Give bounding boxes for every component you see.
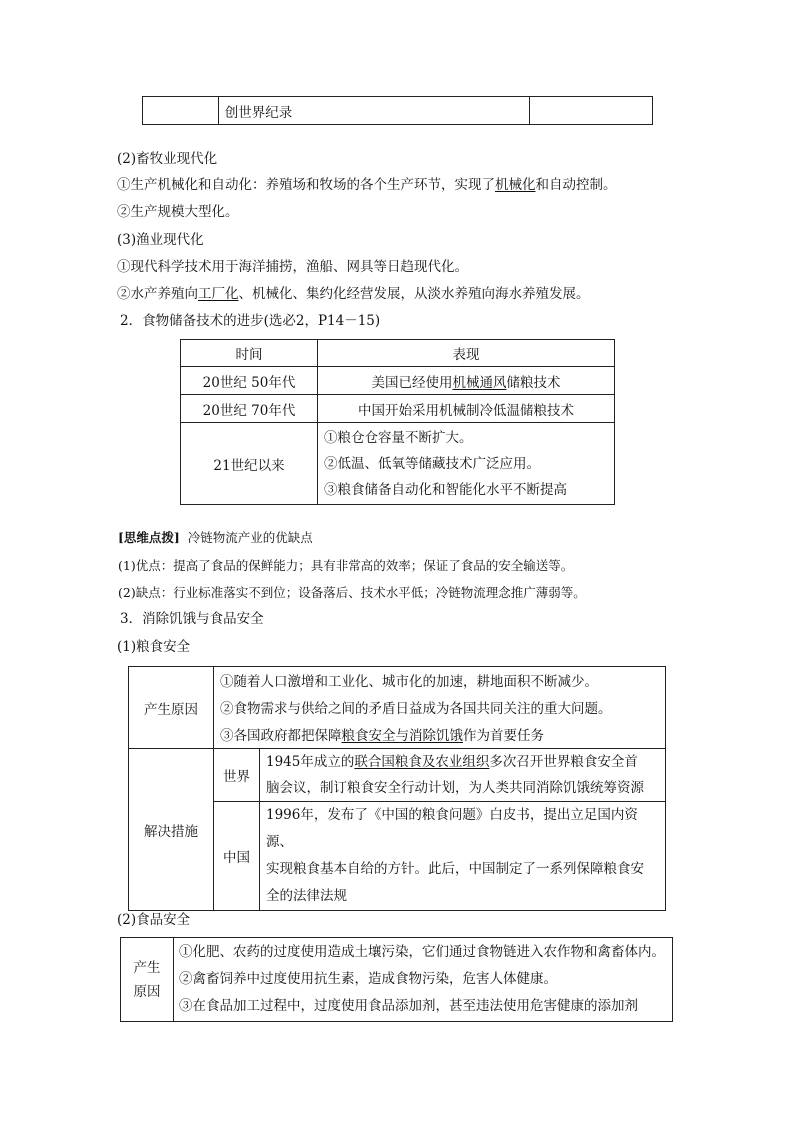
grain-world-post: 多次召开世界粮食安全首 bbox=[489, 754, 638, 770]
storage-r3-time: 21世纪以来 bbox=[181, 423, 318, 505]
food-cause-label-2: 原因 bbox=[133, 983, 161, 1000]
grain-china-line-3: 全的法律法规 bbox=[266, 888, 347, 904]
grain-heading: (1)粮食安全 bbox=[117, 639, 191, 655]
grain-cause-3-post: 作为首要任务 bbox=[463, 728, 544, 745]
food-heading: (2)食品安全 bbox=[117, 912, 191, 928]
animal-heading: (2)畜牧业现代化 bbox=[117, 151, 218, 167]
fishery-item-2 bbox=[117, 284, 590, 304]
thinking-title: 冷链物流产业的优缺点 bbox=[187, 530, 313, 545]
thinking-cons: (2)缺点：行业标准落实不到位；设备落后、技术水平低；冷链物流理念推广薄弱等。 bbox=[118, 585, 586, 600]
storage-r2-show: 中国开始采用机械制冷低温储粮技术 bbox=[318, 395, 615, 423]
grain-world-line-1 bbox=[266, 749, 659, 775]
storage-col-time: 时间 bbox=[181, 340, 318, 367]
food-cause-3: ③在食品加工过程中，过度使用食品添加剂，甚至违法使用危害健康的添加剂 bbox=[179, 998, 638, 1014]
grain-china-label: 中国 bbox=[214, 802, 260, 911]
storage-table bbox=[180, 339, 615, 505]
storage-r2-time: 20世纪 70年代 bbox=[181, 395, 318, 423]
grain-world-label: 世界 bbox=[214, 749, 260, 802]
food-cause-2: ②禽畜饲养中过度使用抗生素，造成食物污染，危害人体健康。 bbox=[179, 971, 557, 987]
animal-item-1 bbox=[117, 175, 617, 195]
grain-cause-3 bbox=[214, 721, 666, 749]
grain-china-text bbox=[260, 802, 666, 911]
fishery-item-2-pre: ②水产养殖向 bbox=[117, 286, 198, 302]
fishery-item-1: ①现代科学技术用于海洋捕捞，渔船、网具等日趋现代化。 bbox=[117, 259, 468, 275]
grain-cause-1: ①随着人口激增和工业化、城市化的加速，耕地面积不断减少。 bbox=[214, 667, 666, 694]
top-table bbox=[142, 96, 653, 125]
storage-r3-c: ③粮食储备自动化和智能化水平不断提高 bbox=[324, 481, 567, 498]
storage-r1-show bbox=[318, 367, 615, 395]
food-table bbox=[120, 937, 673, 1022]
animal-item-1-key: 机械化 bbox=[495, 177, 536, 193]
storage-r3-a: ①粮仓仓容量不断扩大。 bbox=[324, 429, 473, 446]
storage-r1-post: 储粮技术 bbox=[506, 374, 561, 391]
fishery-item-2-post: 、机械化、集约化经营发展，从淡水养殖向海水养殖发展。 bbox=[238, 286, 590, 302]
food-cause-label-1: 产生 bbox=[133, 959, 161, 976]
storage-r1-key: 机械通风 bbox=[452, 374, 507, 391]
grain-world-line-2: 脑会议，制订粮食安全行动计划，为人类共同消除饥饿统筹资源 bbox=[266, 780, 644, 796]
grain-world-key: 联合国粮食及农业组织 bbox=[354, 754, 490, 770]
grain-world-pre: 1945年成立的 bbox=[266, 754, 355, 770]
storage-r1-time: 20世纪 50年代 bbox=[181, 367, 318, 395]
storage-r1-pre: 美国已经使用 bbox=[371, 374, 453, 391]
storage-r3-b: ②低温、低氧等储藏技术广泛应用。 bbox=[324, 455, 540, 472]
storage-heading: 2．食物储备技术的进步(选必2，P14－15) bbox=[120, 313, 381, 329]
grain-world-text bbox=[260, 749, 666, 802]
thinking-tag: [思维点拨] bbox=[118, 530, 180, 545]
hunger-heading: 3．消除饥饿与食品安全 bbox=[120, 611, 264, 627]
animal-item-2: ②生产规模大型化。 bbox=[117, 204, 239, 220]
storage-r3-show bbox=[318, 423, 615, 505]
thinking-pros: (1)优点：提高了食品的保鲜能力；具有非常高的效率；保证了食品的安全输送等。 bbox=[118, 558, 574, 573]
top-table-cell-empty-2 bbox=[530, 97, 653, 125]
top-table-cell-record: 创世界纪录 bbox=[218, 97, 530, 125]
grain-cause-2: ②食物需求与供给之间的矛盾日益成为各国共同关注的重大问题。 bbox=[214, 694, 666, 721]
food-cause-text bbox=[174, 938, 673, 1022]
animal-item-1-post: 和自动控制。 bbox=[535, 177, 617, 193]
storage-col-show: 表现 bbox=[318, 340, 615, 367]
grain-china-line-1: 1996年，发布了《中国的粮食问题》白皮书，提出立足国内资源、 bbox=[266, 807, 638, 850]
grain-cause-3-key: 粮食安全与消除饥饿 bbox=[341, 728, 463, 745]
grain-table bbox=[128, 666, 666, 911]
grain-china-line-2: 实现粮食基本自给的方针。此后，中国制定了一系列保障粮食安 bbox=[266, 861, 644, 877]
grain-cause-label: 产生原因 bbox=[129, 667, 214, 749]
fishery-heading: (3)渔业现代化 bbox=[117, 232, 204, 248]
grain-measure-label: 解决措施 bbox=[129, 749, 214, 911]
top-table-cell-empty-1 bbox=[143, 97, 219, 125]
thinking-title-line bbox=[118, 528, 313, 548]
food-cause-1: ①化肥、农药的过度使用造成土壤污染，它们通过食物链进入农作物和禽畜体内。 bbox=[179, 944, 665, 960]
fishery-item-2-key: 工厂化 bbox=[198, 286, 239, 302]
food-cause-label bbox=[121, 938, 174, 1022]
animal-item-1-pre: ①生产机械化和自动化：养殖场和牧场的各个生产环节，实现了 bbox=[117, 177, 495, 193]
grain-cause-3-pre: ③各国政府都把保障 bbox=[220, 728, 342, 745]
